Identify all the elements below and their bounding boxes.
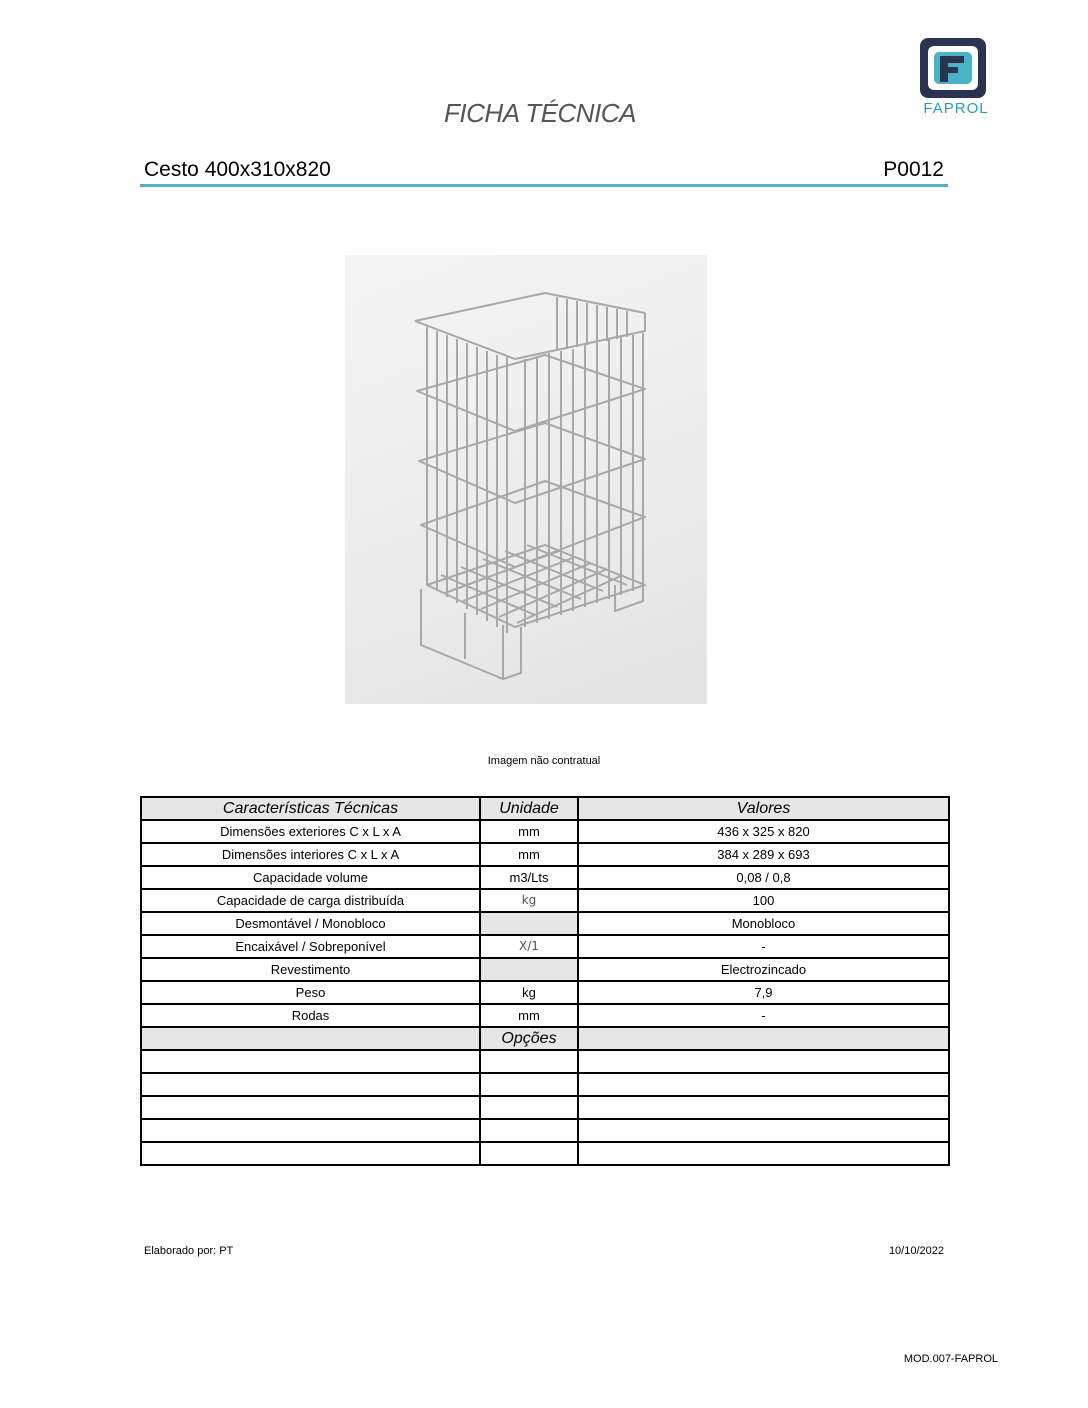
row-label: Peso xyxy=(141,981,480,1004)
document-date: 10/10/2022 xyxy=(888,1245,944,1257)
options-row xyxy=(141,1142,949,1165)
table-header-row xyxy=(141,797,949,820)
product-name: Cesto 400x310x820 xyxy=(144,158,331,181)
row-label: Desmontável / Monobloco xyxy=(141,912,480,935)
row-value: - xyxy=(578,935,949,958)
table-row xyxy=(141,889,949,912)
row-unit xyxy=(480,958,578,981)
options-row xyxy=(141,1073,949,1096)
header-characteristics: Características Técnicas xyxy=(141,797,480,820)
prepared-by: Elaborado por: PT xyxy=(144,1245,234,1257)
spec-table xyxy=(140,796,950,1166)
header-unit: Unidade xyxy=(480,797,578,820)
options-row xyxy=(141,1119,949,1142)
product-image xyxy=(345,255,707,704)
options-header-blank-right xyxy=(578,1027,949,1050)
options-row xyxy=(141,1096,949,1119)
row-value: 384 x 289 x 693 xyxy=(578,843,949,866)
table-row xyxy=(141,866,949,889)
table-row xyxy=(141,935,949,958)
document-title: FICHA TÉCNICA xyxy=(444,98,636,128)
table-row xyxy=(141,912,949,935)
logo-text: FAPROL xyxy=(923,100,989,117)
row-unit: m3/Lts xyxy=(480,866,578,889)
options-header-row xyxy=(141,1027,949,1050)
row-value: 0,08 / 0,8 xyxy=(578,866,949,889)
row-label: Dimensões interiores C x L x A xyxy=(141,843,480,866)
product-code: P0012 xyxy=(883,158,944,181)
title-underline xyxy=(140,184,948,187)
image-caption: Imagem não contratual xyxy=(487,755,601,767)
table-row xyxy=(141,958,949,981)
header-values: Valores xyxy=(578,797,949,820)
row-label: Rodas xyxy=(141,1004,480,1027)
row-unit: kg xyxy=(480,981,578,1004)
table-row xyxy=(141,820,949,843)
row-unit: kg xyxy=(480,889,578,912)
row-unit: mm xyxy=(480,843,578,866)
row-unit: mm xyxy=(480,820,578,843)
row-value: - xyxy=(578,1004,949,1027)
row-value: Electrozincado xyxy=(578,958,949,981)
row-unit: X/1 xyxy=(480,935,578,958)
row-unit: mm xyxy=(480,1004,578,1027)
row-label: Capacidade volume xyxy=(141,866,480,889)
options-header-blank-left xyxy=(141,1027,480,1050)
row-label: Encaixável / Sobreponível xyxy=(141,935,480,958)
table-row xyxy=(141,981,949,1004)
table-row xyxy=(141,1004,949,1027)
row-value: Monobloco xyxy=(578,912,949,935)
row-value: 7,9 xyxy=(578,981,949,1004)
form-code: MOD.007-FAPROL xyxy=(903,1353,998,1365)
row-value: 100 xyxy=(578,889,949,912)
row-label: Revestimento xyxy=(141,958,480,981)
options-row xyxy=(141,1050,949,1073)
table-row xyxy=(141,843,949,866)
row-value: 436 x 325 x 820 xyxy=(578,820,949,843)
row-label: Capacidade de carga distribuída xyxy=(141,889,480,912)
row-label: Dimensões exteriores C x L x A xyxy=(141,820,480,843)
row-unit xyxy=(480,912,578,935)
options-header: Opções xyxy=(480,1027,578,1050)
